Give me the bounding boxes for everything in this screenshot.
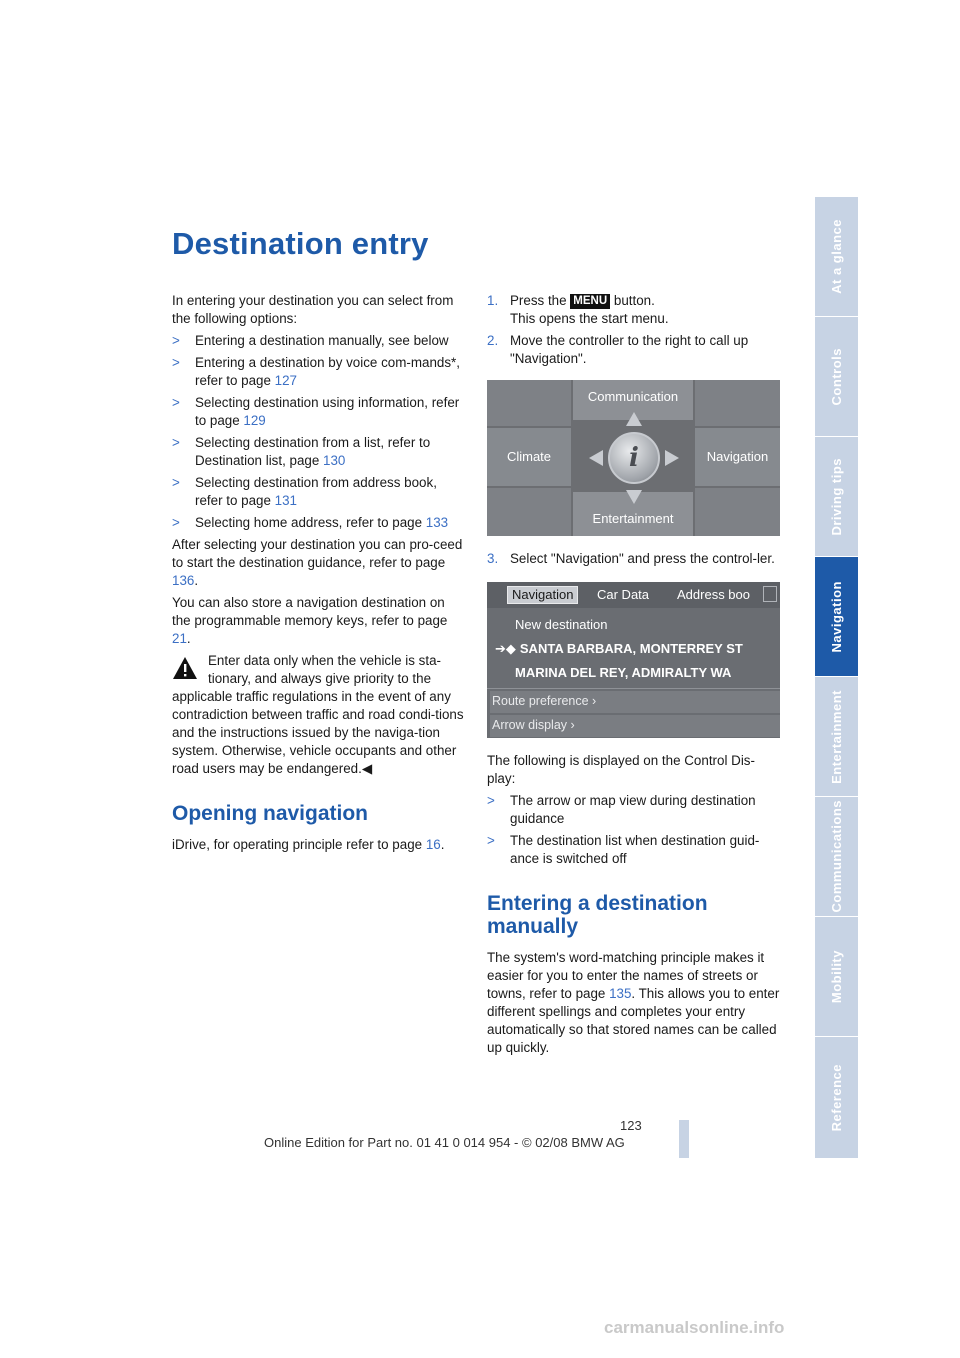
tab-mobility[interactable] [815, 917, 858, 1037]
page-link[interactable]: 136 [172, 573, 195, 588]
manual-body: . This allows you to enter different spellings and completes your entry automatically so that stored names can be called up quickly. [487, 986, 780, 1055]
manual-text [487, 949, 782, 1057]
watermark: carmanualsonline.info [604, 1318, 785, 1337]
step-item [487, 332, 782, 368]
route-preference-item[interactable]: Route preference › [490, 691, 780, 713]
option-text: Entering a destination manually, see below [195, 333, 449, 348]
screen-corner [695, 380, 780, 426]
step-text: This opens the start menu. [510, 311, 669, 326]
bullet-marker: > [172, 515, 180, 530]
list-item [487, 792, 782, 828]
section-title-opening: Opening navigation [172, 802, 369, 825]
tab-navigation-chapter[interactable] [815, 557, 858, 677]
tab-label: At a glance [829, 219, 844, 294]
display-item-text: The arrow or map view during destination guidance [510, 793, 756, 826]
bullet-marker: > [172, 475, 180, 490]
footer-text: Online Edition for Part no. 01 41 0 014 954 - © 02/08 BMW AG [264, 1135, 625, 1150]
page-link[interactable]: 21 [172, 631, 187, 646]
page-link[interactable]: 131 [274, 493, 297, 508]
menu-key-icon: MENU [570, 294, 610, 309]
display-list [487, 792, 782, 868]
page-link[interactable]: 127 [274, 373, 297, 388]
new-destination-item[interactable]: New destination [515, 617, 608, 632]
tab-label: Controls [829, 347, 844, 406]
steps-list [487, 292, 782, 368]
page-link[interactable]: 133 [425, 515, 449, 530]
route-arrow-icon: ➔◆ [495, 641, 516, 656]
page-link[interactable]: 16 [425, 837, 441, 852]
bullet-marker: > [487, 833, 495, 848]
manual-body: The system's word-matching principle makes it easier for you to enter the names of streets or towns, refer to page [487, 950, 765, 1001]
list-item [172, 354, 464, 390]
arrow-left-icon [589, 450, 603, 466]
bullet-marker: > [487, 793, 495, 808]
warning-text: Enter data only when the vehicle is sta-tionary, and always give priority to the applicable traffic regulations in the event of any contradiction between traffic and road condi-tions and the instructions issued by the naviga-tion system. Otherwise, vehicle occupants and other road users may be endangered. [172, 653, 464, 776]
tab-address-book[interactable]: Address boo [677, 587, 750, 602]
bullet-marker: > [172, 395, 180, 410]
screen-corner [695, 488, 780, 536]
store-body: You can also store a navigation destination on the programmable memory keys, refer to page [172, 595, 448, 628]
page-link[interactable]: 129 [243, 413, 266, 428]
step-number: 3. [487, 551, 499, 566]
after-select-text: After selecting your destination you can pro-ceed to start the destination guidance, refer to page 136. [172, 537, 463, 588]
option-text: Selecting home address, refer to page [195, 515, 426, 530]
destination-label: SANTA BARBARA, MONTERREY ST [519, 641, 743, 656]
options-list [172, 332, 464, 532]
tab-label: Reference [829, 1063, 844, 1132]
tab-label: Mobility [829, 949, 844, 1004]
step-number: 2. [487, 333, 499, 348]
menu-climate[interactable]: Climate [487, 428, 571, 486]
steps-list [487, 550, 782, 568]
page-link[interactable]: 135 [609, 986, 632, 1001]
scroll-icon[interactable] [763, 586, 777, 602]
list-item [172, 332, 464, 350]
footer-bar [679, 1120, 689, 1158]
step-text: Select "Navigation" and press the control-ler. [510, 551, 775, 566]
bullet-marker: > [172, 333, 180, 348]
tab-label: Entertainment [829, 689, 844, 784]
tab-entertainment[interactable] [815, 677, 858, 797]
list-item [172, 394, 464, 430]
info-glyph: i [629, 443, 639, 473]
tab-reference[interactable] [815, 1037, 858, 1159]
right-column [487, 292, 782, 1061]
end-mark-icon: ◀ [361, 761, 373, 776]
destination-item[interactable]: MARINA DEL REY, ADMIRALTY WA [515, 665, 732, 680]
tab-communications[interactable] [815, 797, 858, 917]
menu-communication[interactable]: Communication [573, 380, 693, 420]
list-item [172, 434, 464, 470]
step-item [487, 550, 782, 568]
tab-controls[interactable] [815, 317, 858, 437]
menu-entertainment[interactable]: Entertainment [573, 492, 693, 536]
bullet-marker: > [172, 435, 180, 450]
start-menu-screen [487, 380, 780, 536]
option-text: Selecting destination using information, refer to page [195, 395, 460, 428]
opening-text: iDrive, for operating principle refer to page 16. [172, 837, 445, 852]
bullet-marker: > [172, 355, 180, 370]
page-title: Destination entry [172, 226, 429, 261]
tab-driving-tips[interactable] [815, 437, 858, 557]
step-text: button. [610, 293, 655, 308]
chapter-tabs [815, 197, 858, 1160]
arrow-up-icon [626, 412, 642, 426]
tab-car-data[interactable]: Car Data [597, 587, 650, 602]
tab-label: Driving tips [829, 457, 844, 536]
arrow-down-icon [626, 490, 642, 504]
warning-icon [172, 656, 198, 680]
opening-body: iDrive, for operating principle refer to page [172, 837, 426, 852]
step-text: Press the [510, 293, 571, 308]
tab-label: Communications [829, 800, 844, 913]
navigation-menu-screen [487, 582, 780, 738]
destination-item[interactable] [495, 640, 743, 658]
step-number: 1. [487, 293, 499, 308]
display-item-text: The destination list when destination guid-ance is switched off [510, 833, 760, 866]
screen-corner [487, 380, 571, 426]
step-text: Move the controller to the right to call up "Navigation". [510, 333, 749, 366]
arrow-display-item[interactable]: Arrow display › [490, 715, 780, 737]
screen-corner [487, 488, 571, 536]
option-text: Selecting destination from address book, refer to page [195, 475, 437, 508]
tab-at-a-glance[interactable] [815, 197, 858, 317]
menu-navigation[interactable]: Navigation [695, 428, 780, 486]
after-select-body: After selecting your destination you can pro-ceed to start the destination guidance, refer to page [172, 537, 463, 570]
page-link[interactable]: 130 [323, 453, 346, 468]
divider [487, 688, 780, 689]
list-item [172, 474, 464, 510]
option-text: Entering a destination by voice com-mands*, refer to page [195, 355, 460, 388]
step-item [487, 292, 782, 328]
tab-label: Navigation [829, 580, 844, 653]
warning-note [172, 652, 464, 778]
list-item [487, 832, 782, 868]
option-text: Selecting destination from a list, refer to Destination list, page [195, 435, 431, 468]
store-text: You can also store a navigation destination on the programmable memory keys, refer to page 21. [172, 595, 448, 646]
tab-navigation[interactable]: Navigation [507, 586, 578, 604]
info-controller-icon[interactable] [608, 432, 660, 484]
display-intro: The following is displayed on the Control Dis-play: [487, 753, 755, 786]
intro-text: In entering your destination you can select from the following options: [172, 293, 454, 326]
arrow-right-icon [665, 450, 679, 466]
left-column [172, 292, 464, 858]
page-number: 123 [620, 1118, 642, 1133]
list-item [172, 514, 464, 532]
section-title-manual: Entering a destination manually [487, 892, 708, 938]
